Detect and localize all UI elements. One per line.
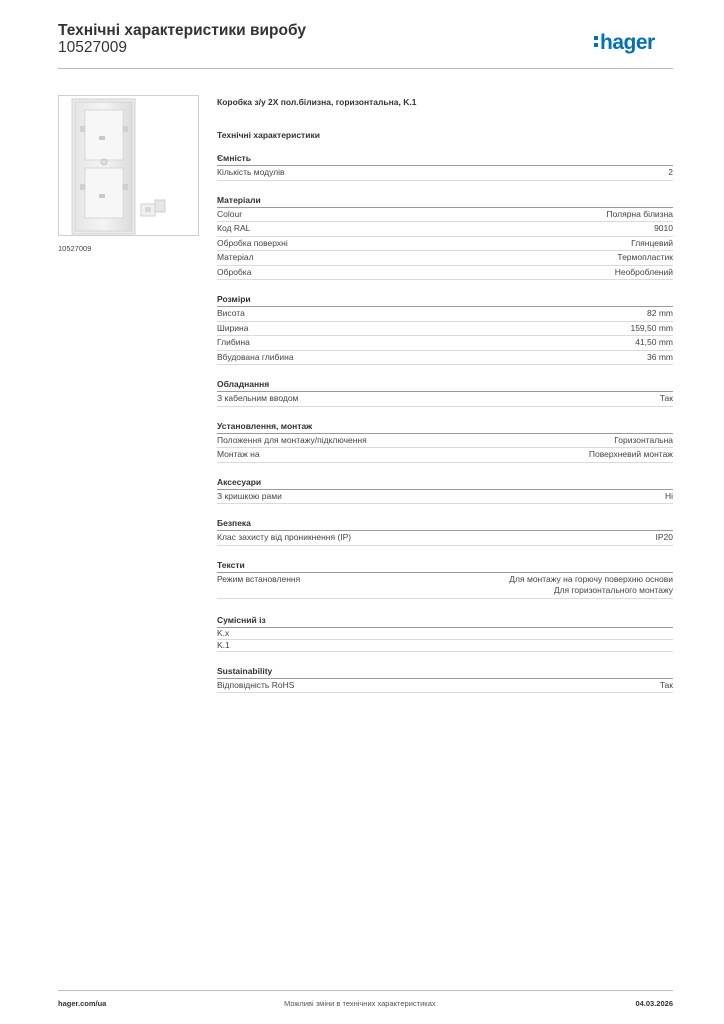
spec-value: 82 mm (647, 308, 673, 318)
spec-value-line: Для монтажу на горючу поверхню основи (509, 573, 673, 584)
spec-row (217, 307, 673, 322)
spec-label: Colour (217, 208, 243, 219)
group-title: Матеріали (217, 194, 673, 208)
product-name: Коробка з/у 2X пол.білизна, горизонтальна, K.1 (217, 97, 417, 107)
group-title: Сумісний із (217, 614, 673, 628)
group-title: Безпека (217, 517, 673, 531)
spec-row (217, 166, 673, 181)
group-title: Установлення, монтаж (217, 420, 673, 434)
spec-value: Термопластик (617, 252, 673, 262)
hager-logo (593, 28, 675, 56)
spec-label: Режим встановлення (217, 573, 301, 584)
group-title: Обладнання (217, 378, 673, 392)
spec-label: Монтаж на (217, 449, 260, 459)
group-title: Аксесуари (217, 476, 673, 490)
footer-notice: Можливі зміни в технічних характеристиках (284, 999, 436, 1008)
spec-value: Горизонтальна (614, 434, 673, 445)
spec-group (217, 420, 673, 463)
page-title: Технічні характеристики виробу (58, 22, 306, 39)
compatible-group (217, 614, 673, 652)
spec-label: Клас захисту від проникнення (IP) (217, 532, 352, 542)
spec-row (217, 392, 673, 407)
spec-group (217, 194, 673, 281)
spec-row (217, 351, 673, 366)
group-title: Ємність (217, 152, 673, 166)
spec-label: Ширина (217, 322, 249, 333)
spec-value: Глянцевий (631, 237, 673, 248)
spec-value: Необроблений (614, 266, 673, 277)
spec-label: Відповідність RoHS (217, 679, 295, 690)
spec-value (509, 574, 673, 597)
spec-label: Глибина (217, 337, 250, 347)
footer-website-link[interactable]: hager.com/ua (58, 999, 107, 1008)
spec-label: Обробка (217, 266, 252, 277)
spec-label: З кабельним вводом (217, 393, 299, 403)
spec-row (217, 679, 673, 694)
spec-value: 41,50 mm (635, 337, 673, 347)
spec-row (217, 222, 673, 237)
surface-box-product-image (59, 96, 198, 235)
spec-row (217, 266, 673, 281)
spec-group (217, 293, 673, 365)
spec-value: 9010 (654, 223, 673, 233)
product-reference: 10527009 (58, 39, 127, 56)
spec-label: Положення для монтажу/підключення (217, 434, 367, 445)
spec-label: Кількість модулів (217, 167, 285, 177)
list-item: K.1 (217, 640, 673, 652)
product-image (58, 95, 199, 236)
spec-groups (217, 152, 673, 599)
list-item: K.x (217, 628, 673, 640)
spec-label: Матеріал (217, 252, 254, 262)
footer-date: 04.03.2026 (635, 999, 673, 1008)
spec-row (217, 237, 673, 252)
group-title: Розміри (217, 293, 673, 307)
spec-value: IP20 (655, 532, 673, 542)
spec-value: Так (659, 393, 673, 403)
spec-value: 2 (668, 167, 673, 177)
footer-divider (58, 990, 673, 991)
specifications-heading: Технічні характеристики (217, 130, 320, 140)
spec-row (217, 531, 673, 546)
spec-value: Ні (664, 490, 673, 501)
spec-label: Обробка поверхні (217, 237, 288, 248)
spec-label: Висота (217, 308, 245, 318)
spec-value-line: Для горизонтального монтажу (553, 585, 673, 595)
group-title: Sustainability (217, 665, 673, 679)
spec-value: Полярна білизна (606, 208, 673, 219)
spec-group (217, 378, 673, 407)
spec-group (217, 152, 673, 181)
spec-row (217, 251, 673, 266)
specifications-panel (217, 96, 673, 706)
logo-text: hager (600, 31, 655, 54)
spec-row (217, 322, 673, 337)
spec-row (217, 448, 673, 463)
spec-value: 36 mm (647, 351, 673, 362)
spec-label: Вбудована глибина (217, 351, 294, 362)
spec-row (217, 208, 673, 223)
spec-group (217, 517, 673, 546)
spec-group (217, 476, 673, 505)
spec-label: З кришкою рами (217, 490, 282, 501)
spec-value: Поверхневий монтаж (588, 449, 673, 459)
spec-value: 159,50 mm (630, 322, 673, 333)
spec-row (217, 434, 673, 449)
spec-row (217, 490, 673, 505)
image-caption: 10527009 (58, 244, 92, 253)
sustainability-group (217, 665, 673, 694)
spec-group (217, 559, 673, 599)
header-divider (58, 68, 673, 69)
spec-value: Так (659, 679, 673, 690)
group-title: Тексти (217, 559, 673, 573)
spec-label: Код RAL (217, 223, 251, 233)
spec-row (217, 573, 673, 599)
spec-row (217, 336, 673, 351)
